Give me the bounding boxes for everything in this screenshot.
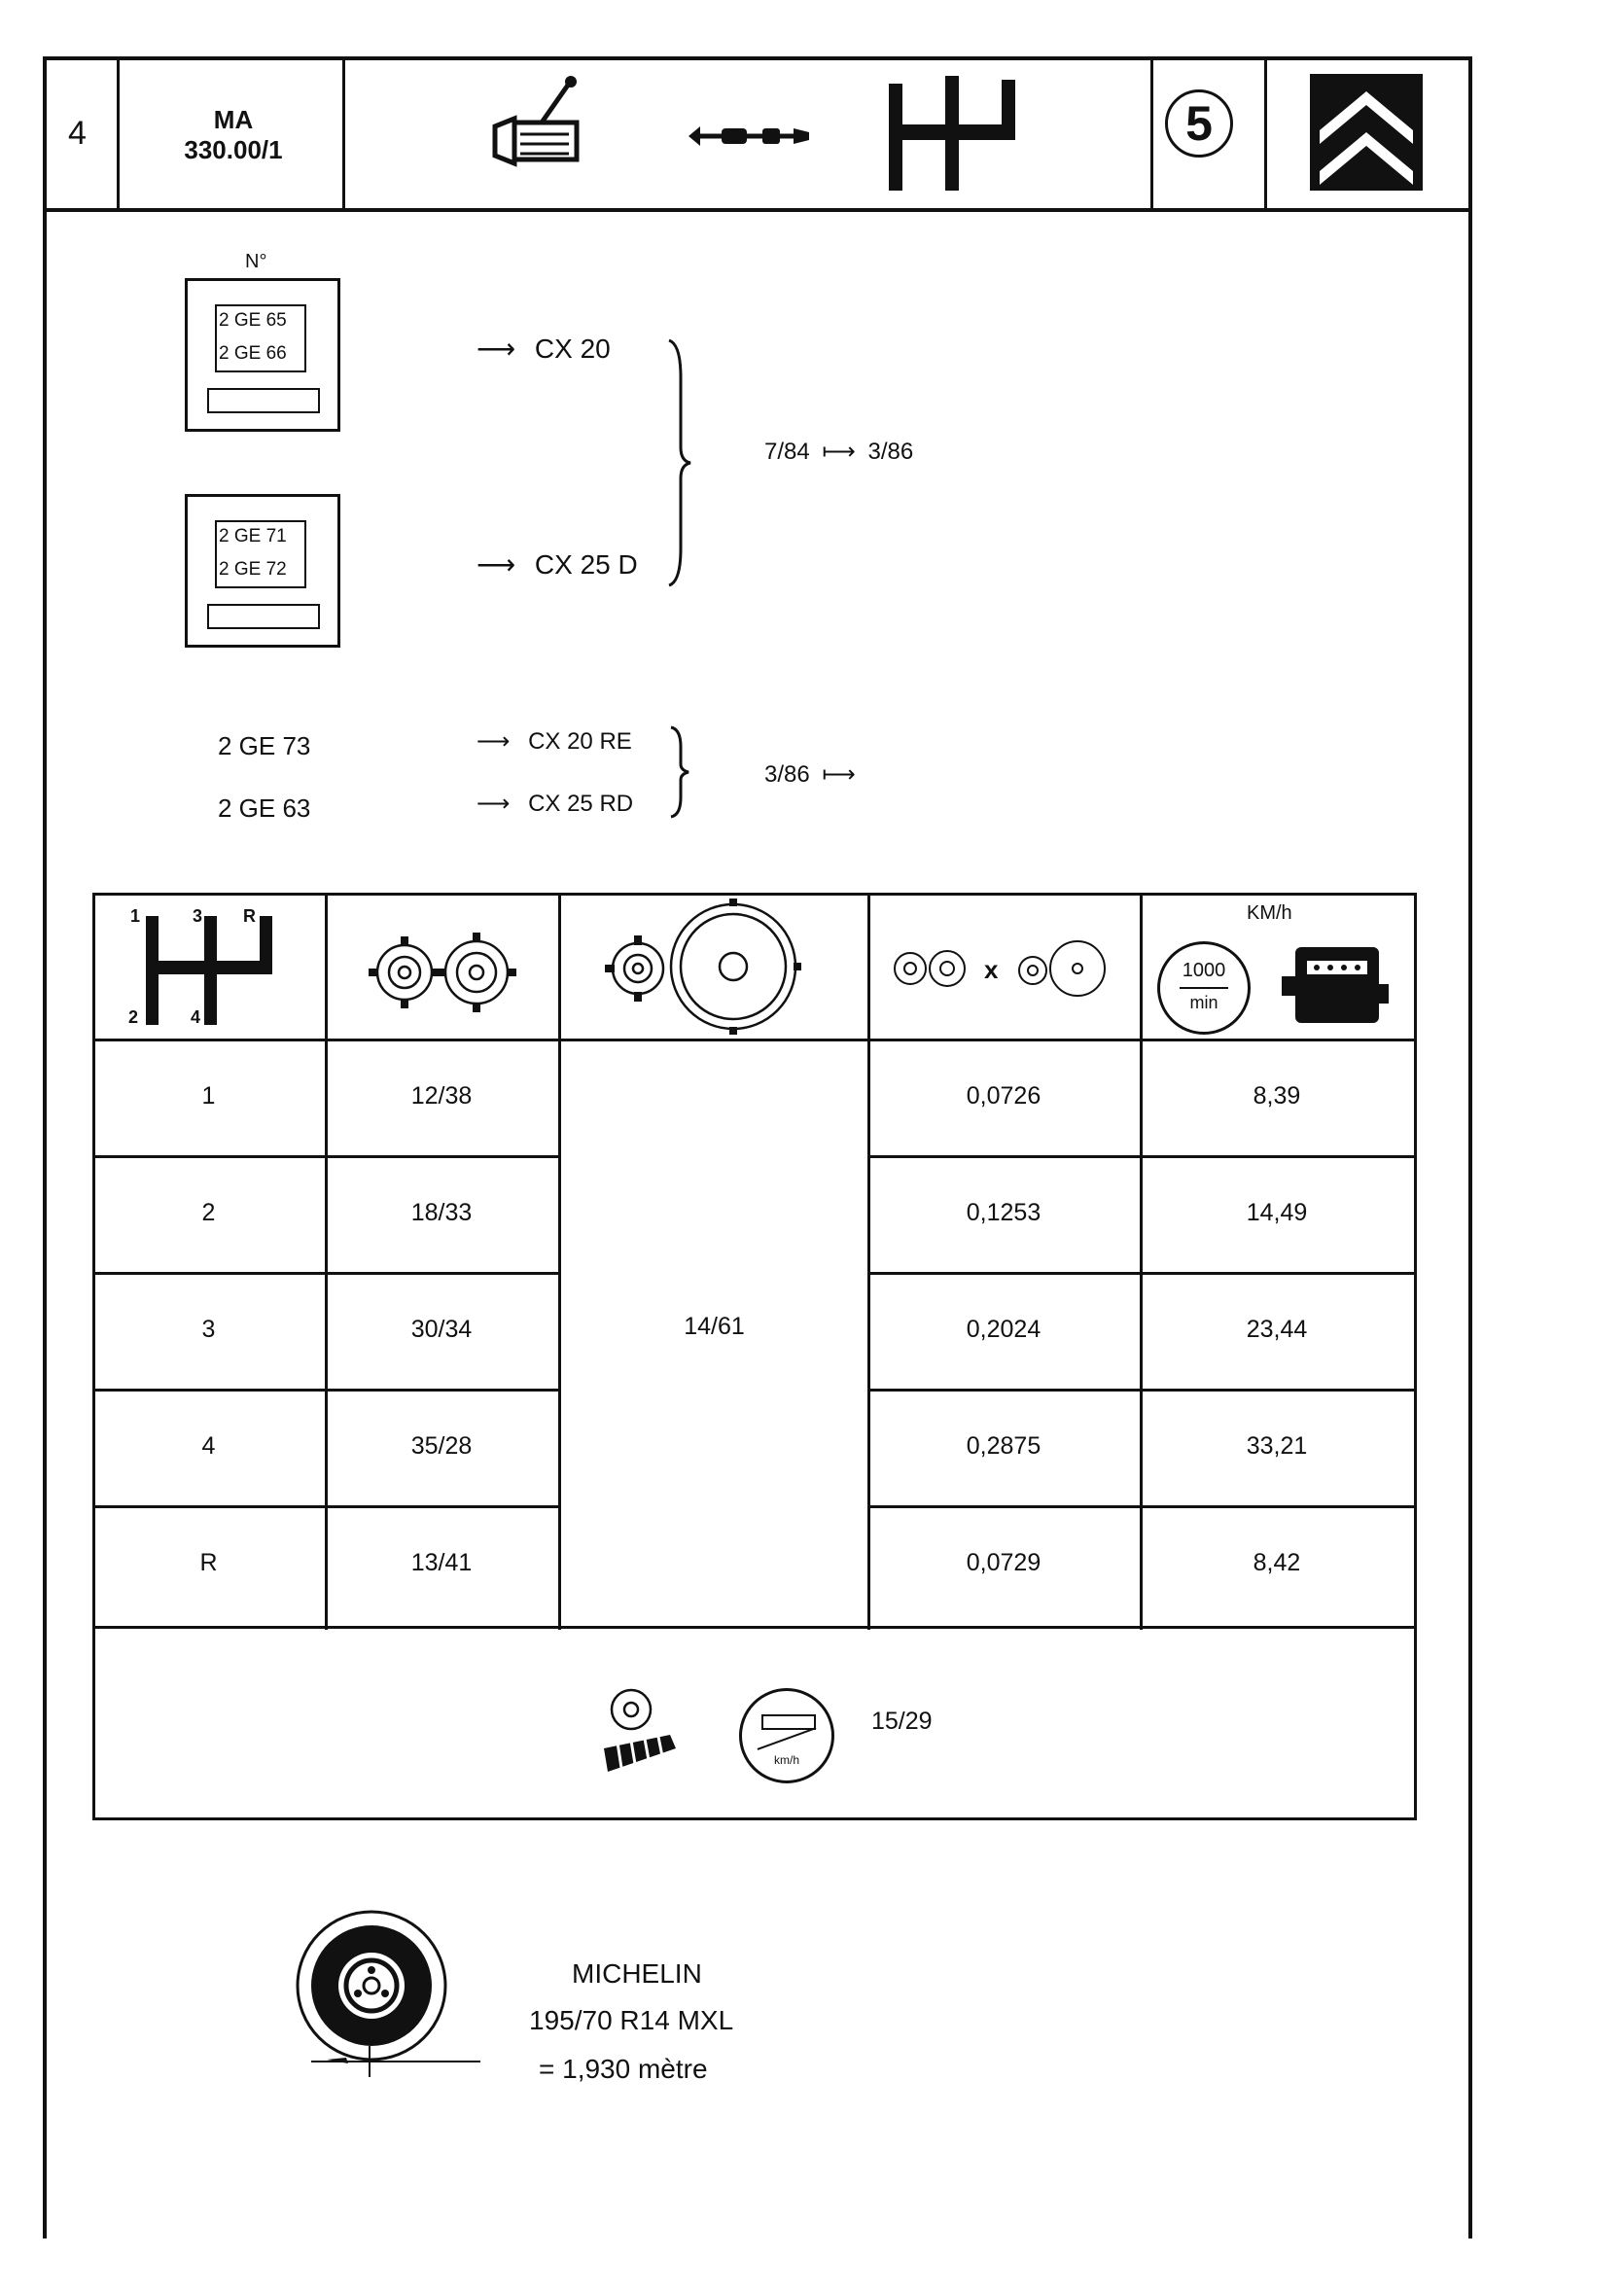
plate-blank-field	[207, 604, 320, 629]
gear-cell: R	[199, 1549, 218, 1576]
table-row-line	[867, 1505, 1414, 1508]
model-name: CX 20	[534, 334, 611, 364]
reference-number: 330.00/1	[184, 135, 283, 164]
needle	[758, 1727, 817, 1750]
tyre-circumference-icon	[292, 1906, 486, 2100]
circled-number: 5	[1165, 89, 1233, 158]
tyre-circumference: = 1,930 mètre	[539, 2054, 708, 2084]
table-row-line	[867, 1272, 1414, 1275]
period-start: 7/84	[764, 439, 810, 465]
rpm-dial	[1157, 941, 1251, 1035]
right-arrow-icon: ⟶	[477, 728, 511, 755]
model-row	[477, 727, 632, 756]
tyre-brand: MICHELIN	[572, 1958, 702, 1989]
shift-pattern-graphic	[136, 916, 282, 1025]
table-column-line	[1140, 893, 1143, 1630]
model-row	[477, 548, 638, 581]
period-start: 3/86	[764, 761, 810, 788]
rpm-denominator: min	[1189, 993, 1218, 1012]
gear-pair-icon	[362, 929, 525, 1016]
overall-ratio-cell: 0,2024	[966, 1316, 1041, 1343]
table-row-line	[867, 1389, 1414, 1392]
rpm-numerator: 1000	[1182, 960, 1226, 981]
gear-cell: 3	[201, 1316, 216, 1343]
speed-cell: 23,44	[1246, 1316, 1308, 1343]
model-row	[477, 790, 633, 818]
table-column-line	[325, 893, 328, 1630]
table-row-line	[92, 1272, 561, 1275]
speedometer-ratio: 15/29	[871, 1708, 933, 1735]
engine-icon	[1282, 941, 1391, 1035]
header-separator	[342, 56, 345, 210]
speedo-drive-gear-icon	[598, 1680, 691, 1778]
header-separator	[1150, 56, 1153, 210]
page-number: 4	[68, 115, 87, 152]
overall-ratio-cell: 0,1253	[966, 1199, 1041, 1226]
range-arrow-icon: ⟼	[822, 761, 856, 788]
overall-ratio-cell: 0,2875	[966, 1432, 1041, 1460]
number-label: N°	[245, 251, 267, 272]
model-name: CX 25 RD	[528, 791, 634, 817]
production-period	[764, 438, 913, 466]
table-column-line	[867, 893, 870, 1630]
right-arrow-icon: ⟶	[477, 334, 516, 364]
gear-cell: 2	[201, 1199, 216, 1226]
speed-unit-header: KM/h	[1247, 902, 1292, 924]
production-period	[764, 760, 856, 789]
type-code: 2 GE 73	[218, 731, 311, 760]
gear-ratio-cell: 30/34	[410, 1316, 473, 1343]
speed-cell: 8,42	[1253, 1549, 1301, 1576]
table-header-line	[92, 1039, 1414, 1041]
fraction-bar	[1180, 987, 1228, 989]
reference-code: MA	[213, 105, 254, 134]
header-divider	[43, 208, 1472, 212]
speed-cell: 8,39	[1253, 1082, 1301, 1110]
shift-pattern-icon	[126, 904, 301, 1031]
gear-ratio-cell: 13/41	[410, 1549, 473, 1576]
header-separator	[1264, 56, 1267, 210]
shift-label: R	[243, 906, 256, 926]
identification-plate	[185, 278, 340, 432]
gear-cell: 4	[201, 1432, 216, 1460]
overall-ratio-cell: 0,0726	[966, 1082, 1041, 1110]
gear-ratio-cell: 35/28	[410, 1432, 473, 1460]
plate-code: 2 GE 65	[219, 310, 287, 331]
table-row-line	[867, 1155, 1414, 1158]
odometer-window	[761, 1714, 816, 1730]
shift-label: 3	[193, 906, 203, 926]
model-name: CX 25 D	[534, 549, 638, 580]
header-separator	[117, 56, 120, 210]
table-row-line	[92, 1389, 561, 1392]
table-row-line	[92, 1155, 561, 1158]
driveshaft-icon	[687, 121, 811, 150]
final-drive-value: 14/61	[684, 1313, 745, 1340]
plate-blank-field	[207, 388, 320, 413]
speed-cell: 14,49	[1246, 1199, 1308, 1226]
plate-codes	[215, 304, 306, 372]
range-arrow-icon: ⟼	[822, 439, 856, 465]
type-code: 2 GE 63	[218, 793, 311, 823]
overall-ratio-cell: 0,0729	[966, 1549, 1041, 1576]
table-column-line	[558, 893, 561, 1630]
speed-cell: 33,21	[1246, 1432, 1308, 1460]
right-arrow-icon: ⟶	[477, 791, 511, 817]
grouping-brace	[665, 338, 694, 587]
plate-code: 2 GE 72	[219, 559, 287, 580]
shift-label: 4	[191, 1007, 201, 1027]
overall-ratio-icon	[887, 935, 1120, 1004]
svg-text:x: x	[984, 955, 999, 984]
document-reference	[131, 105, 335, 165]
gear-cell: 1	[201, 1082, 216, 1110]
right-arrow-icon: ⟶	[477, 549, 516, 580]
grouping-brace	[669, 725, 692, 819]
shift-label: 2	[128, 1007, 139, 1027]
identification-plate	[185, 494, 340, 648]
speedometer-unit: km/h	[773, 1753, 799, 1767]
model-name: CX 20 RE	[528, 728, 632, 755]
shift-label: 1	[130, 906, 141, 926]
gear-ratio-cell: 18/33	[410, 1199, 473, 1226]
model-row	[477, 333, 611, 365]
period-end: 3/86	[867, 439, 914, 465]
gear-ratio-cell: 12/38	[410, 1082, 473, 1110]
gearbox-lever-icon	[491, 74, 598, 167]
speedometer-dial	[739, 1688, 834, 1783]
table-row-line	[92, 1626, 1414, 1629]
final-drive-gear-icon	[599, 899, 832, 1035]
plate-code: 2 GE 66	[219, 343, 287, 364]
table-row-line	[92, 1505, 561, 1508]
citroen-chevron-logo	[1310, 74, 1423, 191]
tyre-size: 195/70 R14 MXL	[529, 2005, 734, 2035]
plate-codes	[215, 520, 306, 588]
gear-shift-pattern-icon	[885, 76, 1021, 194]
plate-code: 2 GE 71	[219, 526, 287, 546]
